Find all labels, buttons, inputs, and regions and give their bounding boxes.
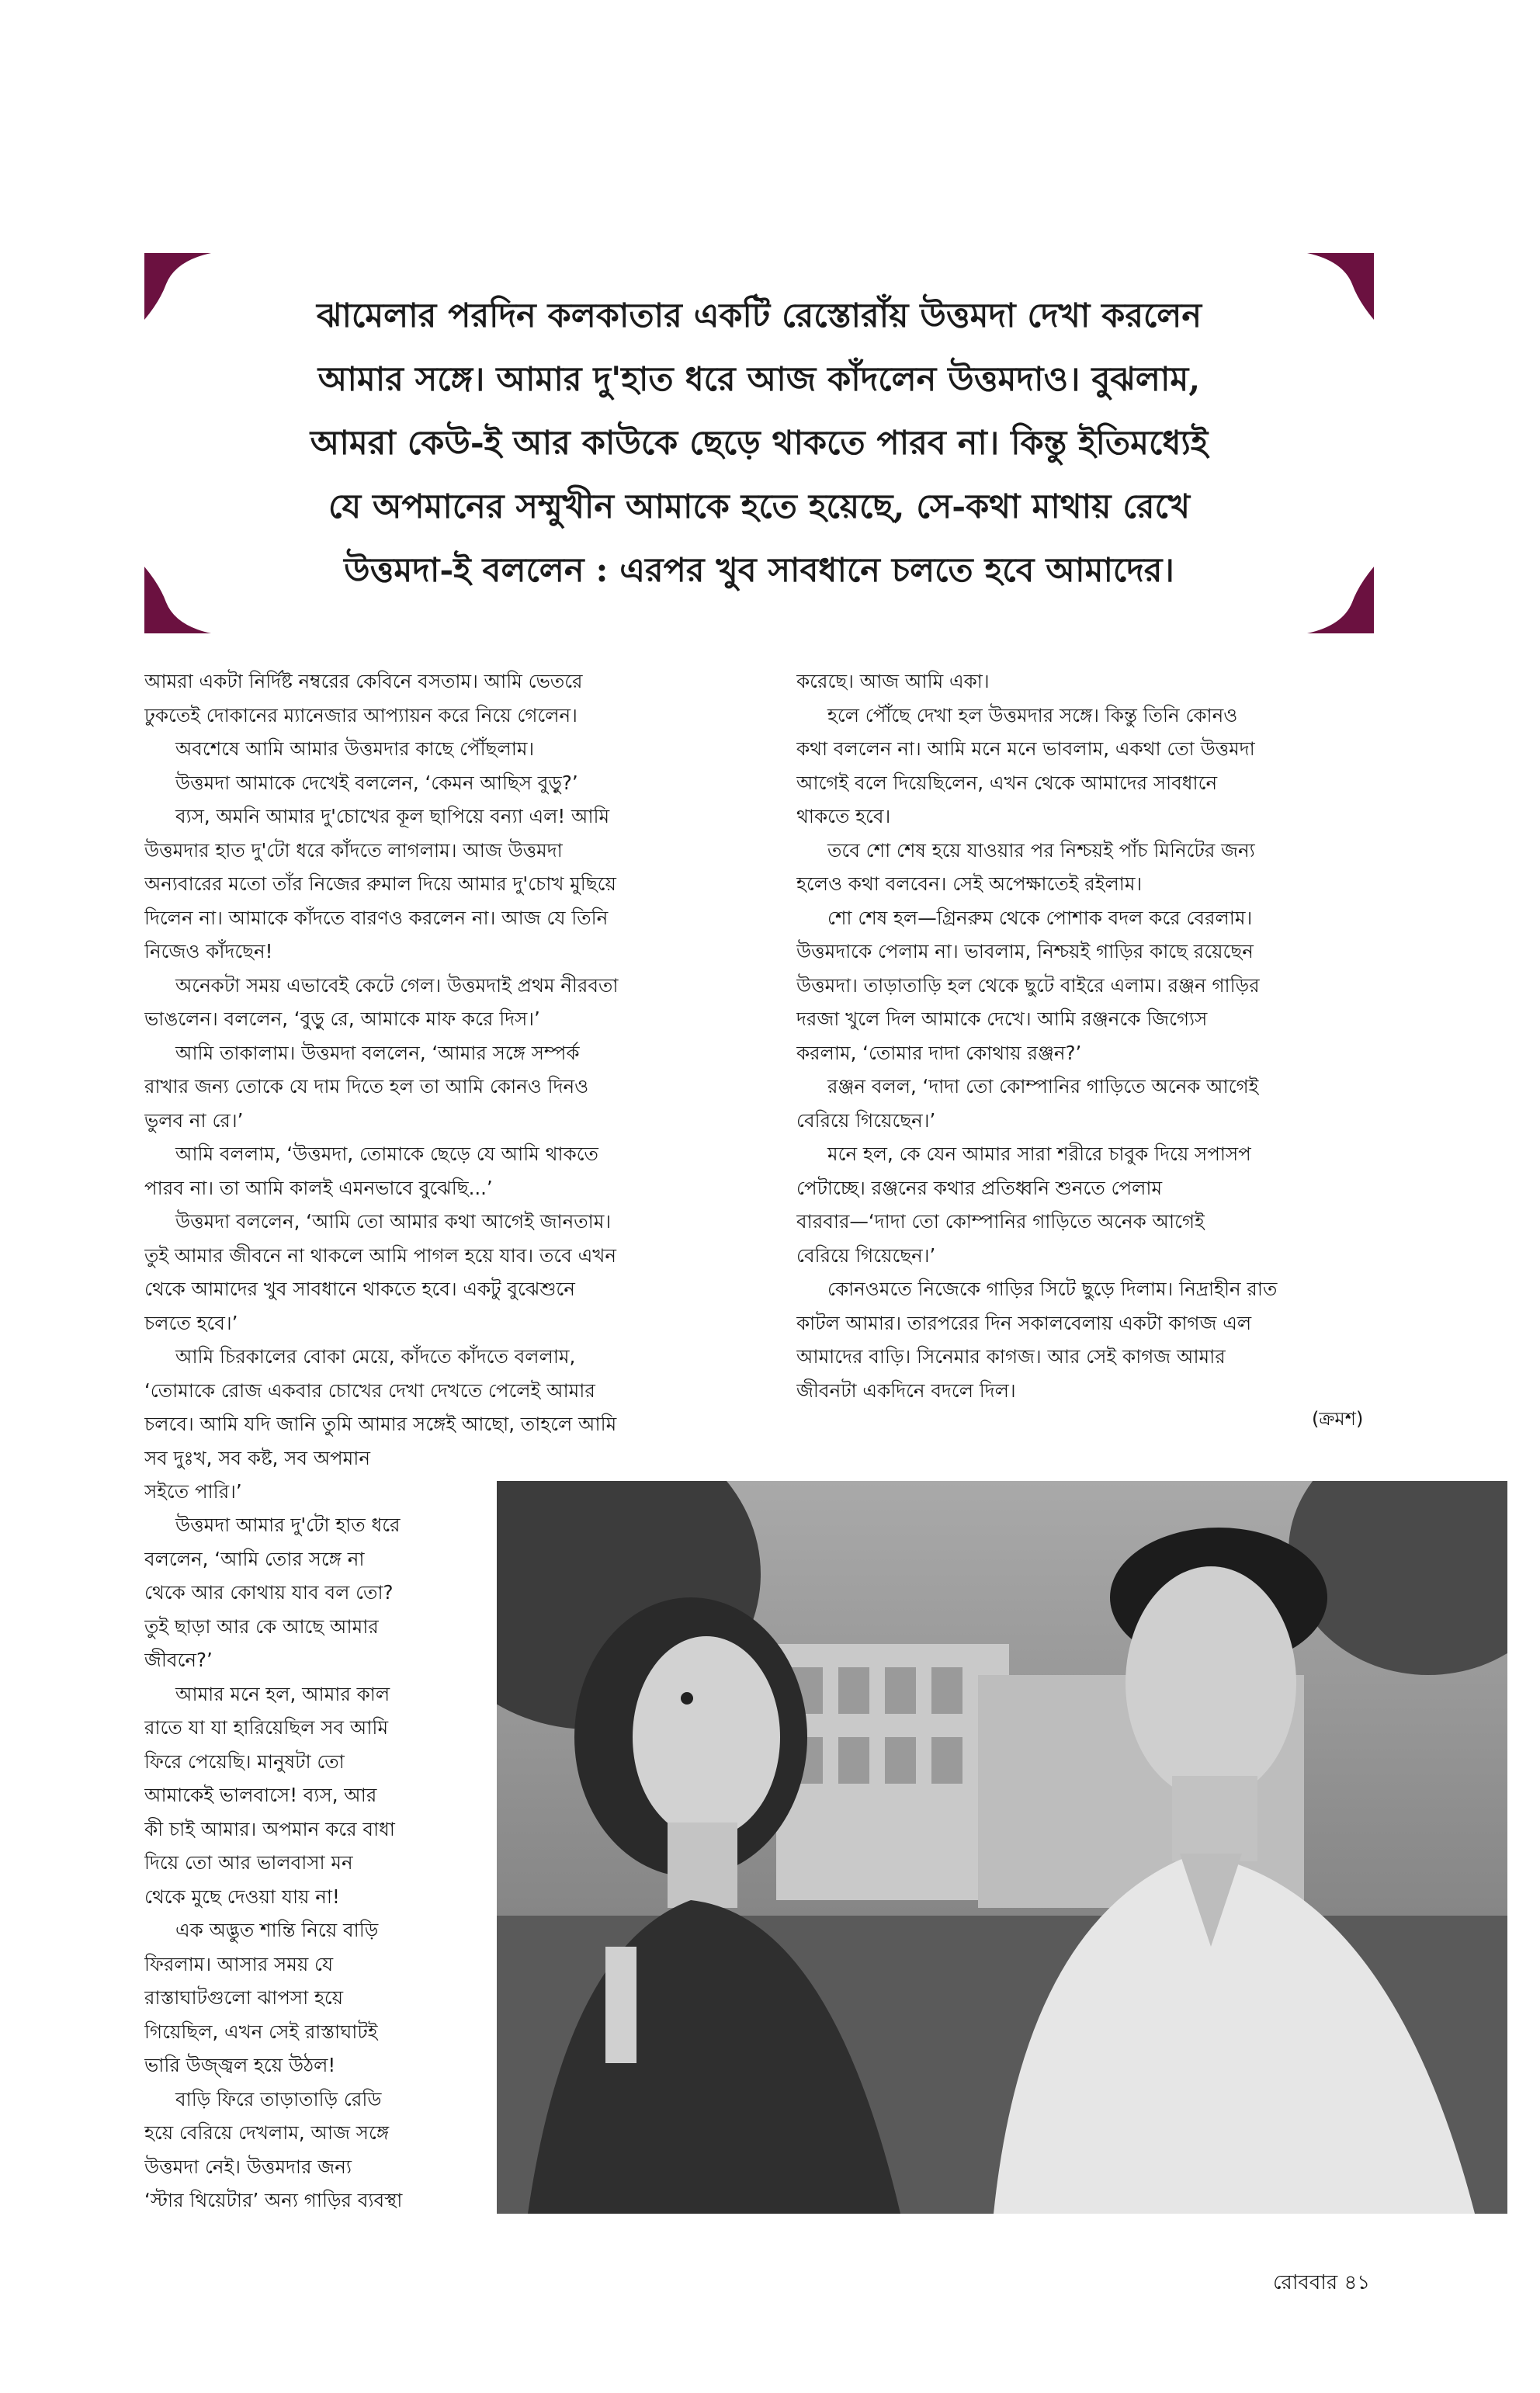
text-line: শো শেষ হল—গ্রিনরুম থেকে পোশাক বদল করে বেরলাম। bbox=[827, 906, 1253, 929]
text-line: ব্যস, অমনি আমার দু'চোখের কূল ছাপিয়ে বন্যা এল! আমি bbox=[175, 805, 610, 827]
text-line: তুই আমার জীবনে না থাকলে আমি পাগল হয়ে যাব। তবে এখন bbox=[144, 1243, 616, 1267]
text-line: উত্তমদা বললেন, ‘আমি তো আমার কথা আগেই জানতাম। bbox=[175, 1210, 612, 1233]
text-line: উত্তমদা নেই। উত্তমদার জন্য bbox=[144, 2155, 352, 2178]
text-line: মনে হল, কে যেন আমার সারা শরীরে চাবুক দিয়ে সপাসপ bbox=[827, 1143, 1251, 1165]
text-line: ‘তোমাকে রোজ একবার চোখের দেখা দেখতে পেলেই আমার bbox=[144, 1379, 595, 1402]
text-line: আগেই বলে দিয়েছিলেন, এখন থেকে আমাদের সাবধানে bbox=[796, 771, 1218, 794]
text-line: নিজেও কাঁদছেন! bbox=[144, 940, 273, 962]
pull-quote-line: ঝামেলার পরদিন কলকাতার একটি রেস্তোরাঁয় উত্তমদা দেখা করলেন bbox=[317, 297, 1202, 335]
text-line: ভাঙলেন। বললেন, ‘বুড়ু রে, আমাকে মাফ করে দিস।’ bbox=[144, 1007, 540, 1030]
to-be-continued: (ক্রমশ) bbox=[1312, 1408, 1364, 1430]
pull-quote-line: আমার সঙ্গে। আমার দু'হাত ধরে আজ কাঁদলেন উত্তমদাও। বুঝলাম, bbox=[317, 360, 1201, 399]
text-line: গিয়েছিল, এখন সেই রাস্তাঘাটই bbox=[144, 2020, 378, 2043]
text-line: দরজা খুলে দিল আমাকে দেখে। আমি রঞ্জনকে জিগ্যেস bbox=[796, 1007, 1208, 1030]
corner-ornament-bottom-left bbox=[144, 567, 211, 633]
pull-quote bbox=[144, 253, 1374, 633]
text-line: অনেকটা সময় এভাবেই কেটে গেল। উত্তমদাই প্রথম নীরবতা bbox=[175, 973, 619, 997]
text-line: উত্তমদা আমাকে দেখেই বললেন, ‘কেমন আছিস বুড়ু?’ bbox=[175, 771, 578, 794]
text-line: তবে শো শেষ হয়ে যাওয়ার পর নিশ্চয়ই পাঁচ মিনিটের জন্য bbox=[827, 838, 1255, 862]
text-line: আমাকেই ভালবাসে! ব্যস, আর bbox=[144, 1784, 377, 1806]
text-line: পারব না। তা আমি কালই এমনভাবে বুঝেছি...’ bbox=[144, 1176, 493, 1199]
article-column-left bbox=[144, 664, 727, 1509]
pull-quote-text bbox=[238, 284, 1281, 602]
article-column-left-narrow bbox=[144, 1508, 463, 2218]
text-line: ফিরলাম। আসার সময় যে bbox=[144, 1952, 334, 1975]
text-line: আমি তাকালাম। উত্তমদা বললেন, ‘আমার সঙ্গে সম্পর্ক bbox=[175, 1041, 580, 1064]
text-line: কথা বললেন না। আমি মনে মনে ভাবলাম, একথা তো উত্তমদা bbox=[796, 737, 1255, 760]
text-line: দিয়ে তো আর ভালবাসা মন bbox=[144, 1851, 353, 1874]
text-line: আমার মনে হল, আমার কাল bbox=[175, 1682, 390, 1705]
text-line: জীবনে?’ bbox=[144, 1649, 213, 1671]
text-line: ঢুকতেই দোকানের ম্যানেজার আপ্যায়ন করে নিয়ে গেলেন। bbox=[144, 703, 578, 727]
text-line: বাড়ি ফিরে তাড়াতাড়ি রেডি bbox=[175, 2087, 382, 2110]
corner-ornament-top-right bbox=[1307, 253, 1374, 320]
text-line: থেকে আমাদের খুব সাবধানে থাকতে হবে। একটু বুঝেশুনে bbox=[144, 1278, 575, 1300]
text-line: সইতে পারি।’ bbox=[144, 1480, 242, 1503]
text-line: হয়ে বেরিয়ে দেখলাম, আজ সঙ্গে bbox=[144, 2121, 390, 2144]
corner-ornament-bottom-right bbox=[1307, 567, 1374, 633]
text-line: কী চাই আমার। অপমান করে বাধা bbox=[144, 1817, 395, 1840]
text-line: অবশেষে আমি আমার উত্তমদার কাছে পৌঁছলাম। bbox=[175, 737, 535, 760]
text-line: দিলেন না। আমাকে কাঁদতে বারণও করলেন না। আজ যে তিনি bbox=[144, 906, 609, 929]
text-line: হলেও কথা বলবেন। সেই অপেক্ষাতেই রইলাম। bbox=[796, 872, 1143, 895]
text-line: উত্তমদাকে পেলাম না। ভাবলাম, নিশ্চয়ই গাড়ির কাছে রয়েছেন bbox=[796, 940, 1254, 962]
text-line: উত্তমদার হাত দু'টো ধরে কাঁদতে লাগলাম। আজ উত্তমদা bbox=[144, 838, 563, 862]
film-still-photo bbox=[497, 1481, 1507, 2214]
text-line: ভুলব না রে।’ bbox=[144, 1108, 244, 1132]
text-line: আমরা একটা নির্দিষ্ট নম্বরের কেবিনে বসতাম। আমি ভেতরে bbox=[144, 670, 583, 692]
text-line: পেটাচ্ছে। রঞ্জনের কথার প্রতিধ্বনি শুনতে পেলাম bbox=[796, 1176, 1163, 1199]
text-line: রঞ্জন বলল, ‘দাদা তো কোম্পানির গাড়িতে অনেক আগেই bbox=[827, 1075, 1259, 1098]
text-line: জীবনটা একদিনে বদলে দিল। bbox=[796, 1379, 1016, 1402]
text-line: ‘স্টার থিয়েটার’ অন্য গাড়ির ব্যবস্থা bbox=[144, 2189, 403, 2211]
text-line: ফিরে পেয়েছি। মানুষটা তো bbox=[144, 1750, 345, 1773]
text-line: বেরিয়ে গিয়েছেন।’ bbox=[796, 1243, 936, 1267]
pull-quote-line: আমরা কেউ-ই আর কাউকে ছেড়ে থাকতে পারব না। কিন্তু ইতিমধ্যেই bbox=[310, 424, 1209, 463]
text-line: আমি বললাম, ‘উত্তমদা, তোমাকে ছেড়ে যে আমি থাকতে bbox=[175, 1143, 598, 1165]
text-line: থেকে মুছে দেওয়া যায় না! bbox=[144, 1885, 340, 1908]
text-line: রাস্তাঘাটগুলো ঝাপসা হয়ে bbox=[144, 1986, 344, 2009]
text-line: অন্যবারের মতো তাঁর নিজের রুমাল দিয়ে আমার দু'চোখ মুছিয়ে bbox=[144, 872, 616, 895]
text-line: চলতে হবে।’ bbox=[144, 1311, 238, 1334]
page-footer: রোববার ৪১ bbox=[1273, 2271, 1371, 2294]
pull-quote-line: যে অপমানের সম্মুখীন আমাকে হতে হয়েছে, সে-কথা মাথায় রেখে bbox=[328, 487, 1191, 526]
text-line: করলাম, ‘তোমার দাদা কোথায় রঞ্জন?’ bbox=[796, 1041, 1082, 1064]
text-line: উত্তমদা আমার দু'টো হাত ধরে bbox=[175, 1514, 401, 1536]
text-line: বেরিয়ে গিয়েছেন।’ bbox=[796, 1108, 936, 1132]
text-line: ভারি উজ্জ্বল হয়ে উঠল! bbox=[144, 2054, 336, 2076]
text-line: থেকে আর কোথায় যাব বল তো? bbox=[144, 1581, 394, 1604]
text-line: তুই ছাড়া আর কে আছে আমার bbox=[144, 1614, 379, 1638]
text-line: করেছে। আজ আমি একা। bbox=[796, 670, 990, 692]
text-line: উত্তমদা। তাড়াতাড়ি হল থেকে ছুটে বাইরে এলাম। রঞ্জন গাড়ির bbox=[796, 973, 1260, 997]
corner-ornament-top-left bbox=[144, 253, 211, 320]
text-line: সব দুঃখ, সব কষ্ট, সব অপমান bbox=[144, 1446, 371, 1469]
article-column-right bbox=[796, 664, 1386, 1407]
text-line: বারবার—‘দাদা তো কোম্পানির গাড়িতে অনেক আগেই bbox=[796, 1210, 1205, 1233]
film-still-illustration bbox=[497, 1481, 1507, 2214]
text-line: কাটল আমার। তারপরের দিন সকালবেলায় একটা কাগজ এল bbox=[796, 1311, 1252, 1334]
text-line: এক অদ্ভুত শান্তি নিয়ে বাড়ি bbox=[175, 1919, 379, 1941]
text-line: বললেন, ‘আমি তোর সঙ্গে না bbox=[144, 1547, 365, 1570]
text-line: রাতে যা যা হারিয়েছিল সব আমি bbox=[144, 1716, 389, 1739]
text-line: কোনওমতে নিজেকে গাড়ির সিটে ছুড়ে দিলাম। নিদ্রাহীন রাত bbox=[827, 1278, 1278, 1300]
text-line: চলবে। আমি যদি জানি তুমি আমার সঙ্গেই আছো, তাহলে আমি bbox=[144, 1413, 617, 1435]
pull-quote-line: উত্তমদা-ই বললেন : এরপর খুব সাবধানে চলতে হবে আমাদের। bbox=[344, 551, 1174, 590]
text-line: আমি চিরকালের বোকা মেয়ে, কাঁদতে কাঁদতে বললাম, bbox=[175, 1345, 576, 1368]
text-line: রাখার জন্য তোকে যে দাম দিতে হল তা আমি কোনও দিনও bbox=[144, 1075, 589, 1098]
text-line: হলে পৌঁছে দেখা হল উত্তমদার সঙ্গে। কিন্তু তিনি কোনও bbox=[827, 703, 1238, 727]
text-line: আমাদের বাড়ি। সিনেমার কাগজ। আর সেই কাগজ আমার bbox=[796, 1345, 1226, 1368]
text-line: থাকতে হবে। bbox=[796, 805, 891, 827]
